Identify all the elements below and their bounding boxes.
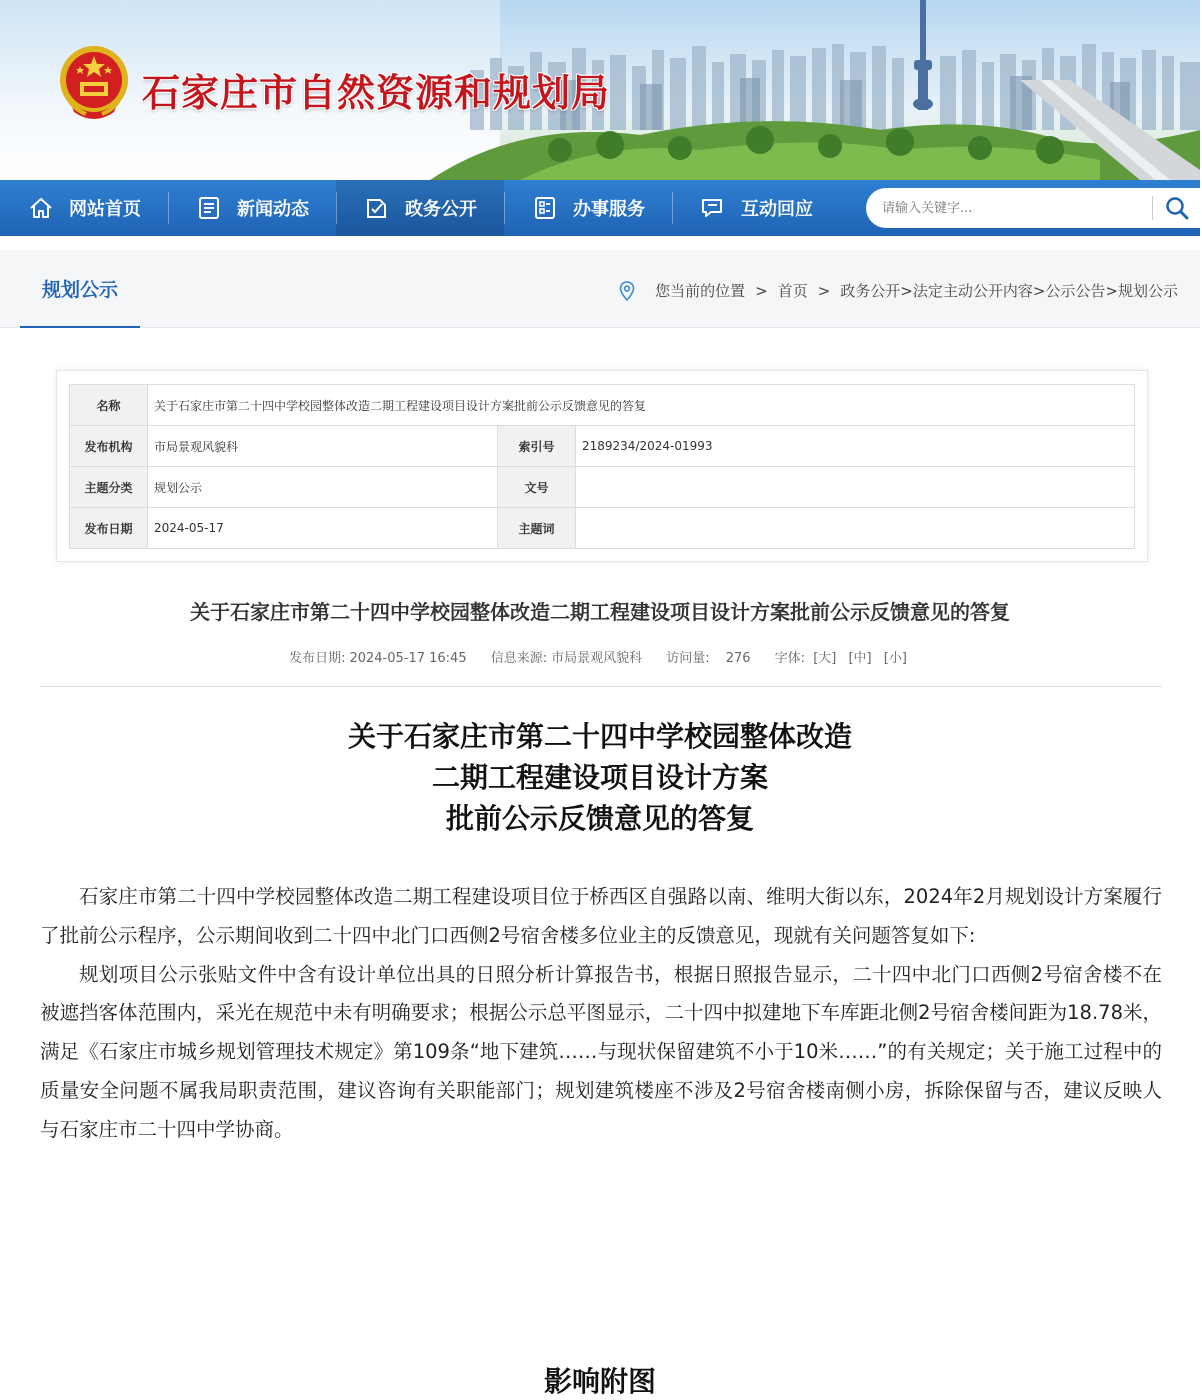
info-label: 发布日期 <box>70 508 148 549</box>
table-row <box>70 508 1135 549</box>
breadcrumb <box>619 280 1178 301</box>
article-title: 关于石家庄市第二十四中学校园整体改造二期工程建设项目设计方案批前公示反馈意见的答复 <box>190 600 1010 624</box>
attachment-heading: 影响附图 <box>543 1365 656 1398</box>
document-title-line: 批前公示反馈意见的答复 <box>445 802 754 835</box>
national-emblem-icon <box>56 42 132 124</box>
chat-icon <box>699 194 727 222</box>
site-banner <box>0 0 1200 180</box>
nav-label: 新闻动态 <box>237 199 309 220</box>
info-label: 主题词 <box>498 508 576 549</box>
breadcrumb-path[interactable]: 政务公开>法定主动公开内容>公示公告>规划公示 <box>840 282 1178 300</box>
document-title <box>0 716 1200 839</box>
breadcrumb-bar <box>0 250 1200 328</box>
info-label: 发布机构 <box>70 426 148 467</box>
search-input[interactable] <box>882 201 1140 216</box>
info-keyword-value <box>576 508 1135 549</box>
info-org-value: 市局景观风貌科 <box>148 426 498 467</box>
search-box <box>866 188 1202 228</box>
nav-label: 办事服务 <box>573 199 645 220</box>
main-nav <box>0 180 1200 236</box>
breadcrumb-home-link[interactable]: 首页 <box>777 282 808 300</box>
font-size-small-button[interactable]: [小] <box>883 651 907 666</box>
nav-item-home[interactable] <box>0 180 168 236</box>
service-icon <box>531 194 559 222</box>
table-row <box>70 467 1135 508</box>
nav-item-gov-open[interactable] <box>336 180 504 236</box>
info-label: 索引号 <box>498 426 576 467</box>
meta-views-label: 访问量: <box>666 651 710 666</box>
gov-open-icon <box>363 194 391 222</box>
meta-source <box>491 651 642 666</box>
document-info-panel <box>56 370 1148 562</box>
font-size-large-button[interactable]: [大] <box>813 651 837 666</box>
info-label: 文号 <box>498 467 576 508</box>
meta-date <box>289 651 467 666</box>
meta-views <box>666 651 750 666</box>
divider <box>40 686 1162 687</box>
section-title[interactable]: 规划公示 <box>20 250 140 328</box>
nav-label: 政务公开 <box>405 199 477 220</box>
document-title-line: 关于石家庄市第二十四中学校园整体改造 <box>347 720 852 753</box>
meta-source-label: 信息来源: <box>490 651 548 666</box>
info-topic-value: 规划公示 <box>148 467 498 508</box>
breadcrumb-separator: > <box>817 281 831 300</box>
document-title-line: 二期工程建设项目设计方案 <box>431 761 768 794</box>
meta-source-value: 市局景观风貌科 <box>551 651 643 666</box>
info-date-value: 2024-05-17 <box>148 508 498 549</box>
home-icon <box>27 194 55 222</box>
breadcrumb-separator: > <box>755 281 768 300</box>
search-icon <box>1164 195 1190 221</box>
location-pin-icon <box>619 281 635 301</box>
meta-date-value: 2024-05-17 16:45 <box>349 651 467 666</box>
nav-item-news[interactable] <box>168 180 336 236</box>
nav-label: 网站首页 <box>69 199 141 220</box>
search-button[interactable] <box>1153 188 1201 228</box>
table-row <box>70 426 1135 467</box>
info-label: 主题分类 <box>70 467 148 508</box>
table-row <box>70 385 1135 426</box>
nav-item-interaction[interactable] <box>672 180 840 236</box>
font-size-controls <box>775 651 911 666</box>
article-meta <box>0 647 1200 666</box>
news-icon <box>195 194 223 222</box>
meta-date-label: 发布日期: <box>289 651 346 666</box>
info-name-value: 关于石家庄市第二十四中学校园整体改造二期工程建设项目设计方案批前公示反馈意见的答复 <box>148 385 1135 426</box>
breadcrumb-prefix: 您当前的位置 <box>655 282 746 300</box>
nav-label: 互动回应 <box>741 199 813 220</box>
meta-views-value: 276 <box>725 651 751 666</box>
font-size-medium-button[interactable]: [中] <box>848 651 872 666</box>
font-size-label: 字体: <box>774 651 806 666</box>
body-paragraph: 石家庄市第二十四中学校园整体改造二期工程建设项目位于桥西区自强路以南、维明大街以东，2024年2月规划设计方案履行了批前公示程序，公示期间收到二十四中北门口西侧2号宿舍楼多位业主的反馈意见，现就有关问题答复如下: <box>40 885 1162 947</box>
info-label: 名称 <box>70 385 148 426</box>
site-title[interactable]: 石家庄市自然资源和规划局 <box>142 71 611 115</box>
document-info-table <box>69 384 1135 549</box>
nav-item-service[interactable] <box>504 180 672 236</box>
article-body <box>40 878 1162 1150</box>
info-index-value: 2189234/2024-01993 <box>576 426 1135 467</box>
body-paragraph: 规划项目公示张贴文件中含有设计单位出具的日照分析计算报告书，根据日照报告显示，二十四中北门口西侧2号宿舍楼不在被遮挡客体范围内，采光在规范中未有明确要求；根据公示总平图显示，二十四中拟建地下车库距北侧2号宿舍楼间距为18.78米，满足《石家庄市城乡规划管理技术规定》第109条“地下建筑……与现状保留建筑不小于10米……”的有关规定；关于施工过程中的质量安全问题不属我局职责范围，建议咨询有关职能部门；规划建筑楼座不涉及2号宿舍楼南侧小房，拆除保留与否，建议反映人与石家庄市二十四中学协商。 <box>40 962 1162 1141</box>
info-docno-value <box>576 467 1135 508</box>
